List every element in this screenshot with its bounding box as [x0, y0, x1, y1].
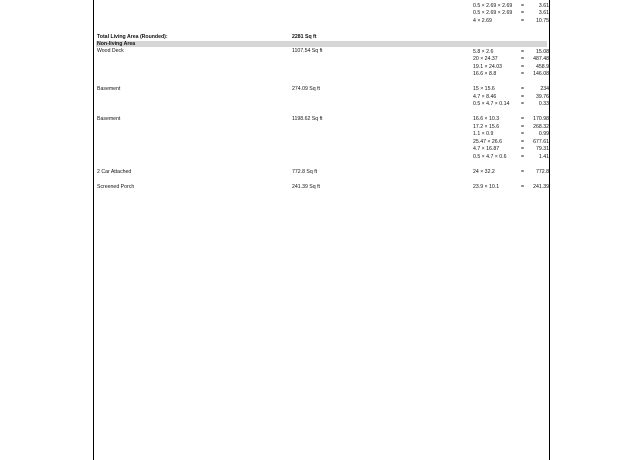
- calc-expression: 0.5 × 2.69 × 2.69: [473, 10, 513, 16]
- calc-value: 146.08: [533, 71, 549, 77]
- calc-expression: 20 × 24.37: [473, 56, 498, 62]
- calc-expression: 15 × 15.6: [473, 86, 495, 92]
- calc-expression: 0.5 × 4.7 × 0.14: [473, 101, 510, 107]
- calc-equals: =: [521, 131, 525, 137]
- calc-equals: =: [521, 56, 525, 62]
- section-header: Non-living Area: [97, 40, 136, 47]
- calc-value: 677.61: [533, 138, 549, 145]
- calc-equals: =: [521, 183, 525, 190]
- calc-expression: 4.7 × 8.46: [473, 93, 497, 100]
- calc-value: 10.75: [536, 17, 549, 24]
- calc-equals: =: [521, 2, 525, 9]
- calc-value: 772.8: [536, 168, 549, 175]
- calc-equals: =: [521, 93, 525, 100]
- total-living-area-label: Total Living Area (Rounded):: [97, 33, 168, 40]
- calc-equals: =: [521, 10, 525, 16]
- calc-expression: 0.5 × 2.69 × 2.69: [473, 2, 513, 9]
- area-label: 2 Car Attached: [97, 168, 132, 175]
- calc-value: 268.32: [533, 123, 549, 130]
- calc-expression: 24 × 32.2: [473, 168, 495, 175]
- calc-expression: 17.2 × 15.6: [473, 123, 500, 130]
- area-label: Basement: [97, 116, 121, 122]
- total-living-area-value: 2281 Sq ft: [292, 33, 317, 40]
- calc-equals: =: [521, 101, 525, 107]
- calc-value: 79.31: [536, 146, 549, 152]
- area-value: 241.39 Sq ft: [292, 183, 320, 190]
- calc-equals: =: [521, 153, 525, 160]
- calc-value: 1.41: [538, 153, 549, 160]
- calc-expression: 4.7 × 16.87: [473, 146, 500, 152]
- section-header-bar: [96, 41, 547, 47]
- calc-value: 15.08: [536, 48, 549, 55]
- calc-expression: 0.5 × 4.7 × 0.6: [473, 153, 507, 160]
- calc-expression: 1.1 × 0.9: [473, 131, 494, 137]
- calc-expression: 19.1 × 24.03: [473, 63, 502, 70]
- calc-value: 39.76: [536, 93, 549, 100]
- area-value: 274.09 Sq ft: [292, 86, 320, 92]
- area-value: 1107.54 Sq ft: [292, 48, 323, 54]
- calc-value: 3.61: [538, 10, 549, 16]
- calc-value: 458.9: [536, 63, 549, 70]
- calc-value: 241.39: [533, 183, 549, 190]
- area-value: 772.8 Sq ft: [292, 168, 318, 175]
- calc-equals: =: [521, 48, 525, 55]
- calc-equals: =: [521, 71, 525, 77]
- area-value: 1198.62 Sq ft: [292, 116, 323, 122]
- calc-value: 234: [540, 86, 549, 92]
- calc-equals: =: [521, 116, 525, 122]
- calc-equals: =: [521, 63, 525, 70]
- area-label: Screened Porch: [97, 183, 135, 190]
- area-label: Basement: [97, 86, 121, 92]
- calc-expression: 23.9 × 10.1: [473, 183, 500, 190]
- calc-expression: 4 × 2.69: [473, 17, 492, 24]
- calc-value: 0.99: [538, 131, 549, 137]
- calc-expression: 25.47 × 26.6: [473, 138, 502, 145]
- calc-equals: =: [521, 123, 525, 130]
- calc-value: 487.48: [533, 56, 549, 62]
- calc-expression: 16.6 × 10.3: [473, 116, 500, 122]
- calc-equals: =: [521, 86, 525, 92]
- calc-expression: 16.6 × 8.8: [473, 71, 497, 77]
- calc-equals: =: [521, 17, 525, 24]
- calc-value: 0.33: [538, 101, 549, 107]
- calc-value: 170.98: [533, 116, 549, 122]
- calc-equals: =: [521, 138, 525, 145]
- calc-expression: 5.8 × 2.6: [473, 48, 494, 55]
- calc-equals: =: [521, 168, 525, 175]
- calc-equals: =: [521, 146, 525, 152]
- document-page: [93, 0, 550, 460]
- area-label: Wood Deck: [97, 48, 124, 54]
- calc-value: 3.61: [538, 2, 549, 9]
